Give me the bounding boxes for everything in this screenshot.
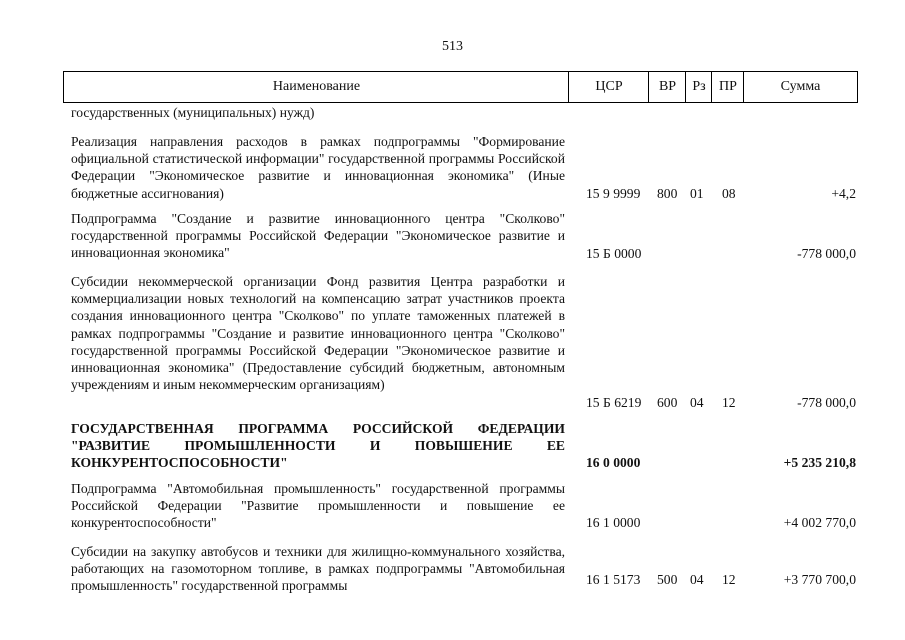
row-sum: -778 000,0 bbox=[797, 395, 856, 410]
row-pr: 12 bbox=[722, 395, 736, 410]
row-name: Субсидии на закупку автобусов и техники для жилищно-коммунального хозяйства, работающих на газомоторном топливе, в рамках подпрограммы "Автомобильная промышленность" государственной программы bbox=[71, 544, 565, 594]
row-sum: +5 235 210,8 bbox=[783, 455, 856, 470]
row-sum: +4 002 770,0 bbox=[783, 515, 856, 530]
row-sum: +4,2 bbox=[831, 186, 856, 201]
header-divider bbox=[685, 71, 686, 103]
row-rz: 04 bbox=[690, 395, 704, 410]
row-csr: 15 Б 6219 bbox=[586, 395, 642, 410]
table-header bbox=[63, 71, 858, 103]
row-name: Реализация направления расходов в рамках подпрограммы "Формирование официальной статистической информации" государственной программы Российской Федерации "Экономическое развитие и инновационная экономика" (Иные бюджетные ассигнования) bbox=[71, 134, 565, 201]
row-name: государственных (муниципальных) нужд) bbox=[71, 105, 315, 120]
row-name: Подпрограмма "Создание и развитие инновационного центра "Сколково" государственной программы Российской Федерации "Экономическое развитие и инновационная экономика" bbox=[71, 211, 565, 261]
header-divider bbox=[711, 71, 712, 103]
header-vr: ВР bbox=[658, 79, 677, 94]
row-name: Субсидии некоммерческой организации Фонд развития Центра разработки и коммерциализации новых технологий на компенсацию затрат участников проекта создания инновационного центра "Сколково" по уплате таможенных платежей в рамках подпрограммы "Создание и развитие инновационного центра "Сколково" государственной программы Российской Федерации "Экономическое развитие и инновационная экономика" (Предоставление субсидий бюджетным, автономным учреждениям и иным некоммерческим организациям) bbox=[71, 274, 565, 393]
header-divider bbox=[743, 71, 744, 103]
header-csr: ЦСР bbox=[595, 79, 623, 94]
row-rz: 01 bbox=[690, 186, 704, 201]
row-csr: 16 1 5173 bbox=[586, 572, 641, 587]
row-pr: 12 bbox=[722, 572, 736, 587]
header-sum: Сумма bbox=[780, 79, 821, 94]
row-sum: -778 000,0 bbox=[797, 246, 856, 261]
header-rz: Рз bbox=[692, 79, 706, 94]
header-divider bbox=[568, 71, 569, 103]
row-name: Подпрограмма "Автомобильная промышленность" государственной программы Российской Федерации "Развитие промышленности и повышение ее конкурентоспособности" bbox=[71, 481, 565, 531]
row-rz: 04 bbox=[690, 572, 704, 587]
row-pr: 08 bbox=[722, 186, 736, 201]
row-csr: 16 1 0000 bbox=[586, 515, 641, 530]
row-name: ГОСУДАРСТВЕННАЯ ПРОГРАММА РОССИЙСКОЙ ФЕДЕРАЦИИ "РАЗВИТИЕ ПРОМЫШЛЕННОСТИ И ПОВЫШЕНИЕ ЕЕ КОНКУРЕНТОСПОСОБНОСТИ" bbox=[71, 421, 565, 471]
row-vr: 500 bbox=[657, 572, 678, 587]
row-vr: 800 bbox=[657, 186, 678, 201]
row-csr: 15 Б 0000 bbox=[586, 246, 642, 261]
page-number: 513 bbox=[442, 39, 463, 54]
row-sum: +3 770 700,0 bbox=[783, 572, 856, 587]
row-csr: 16 0 0000 bbox=[586, 455, 641, 470]
row-csr: 15 9 9999 bbox=[586, 186, 641, 201]
header-name: Наименование bbox=[272, 79, 361, 94]
header-pr: ПР bbox=[719, 79, 737, 94]
header-divider bbox=[648, 71, 649, 103]
row-vr: 600 bbox=[657, 395, 678, 410]
